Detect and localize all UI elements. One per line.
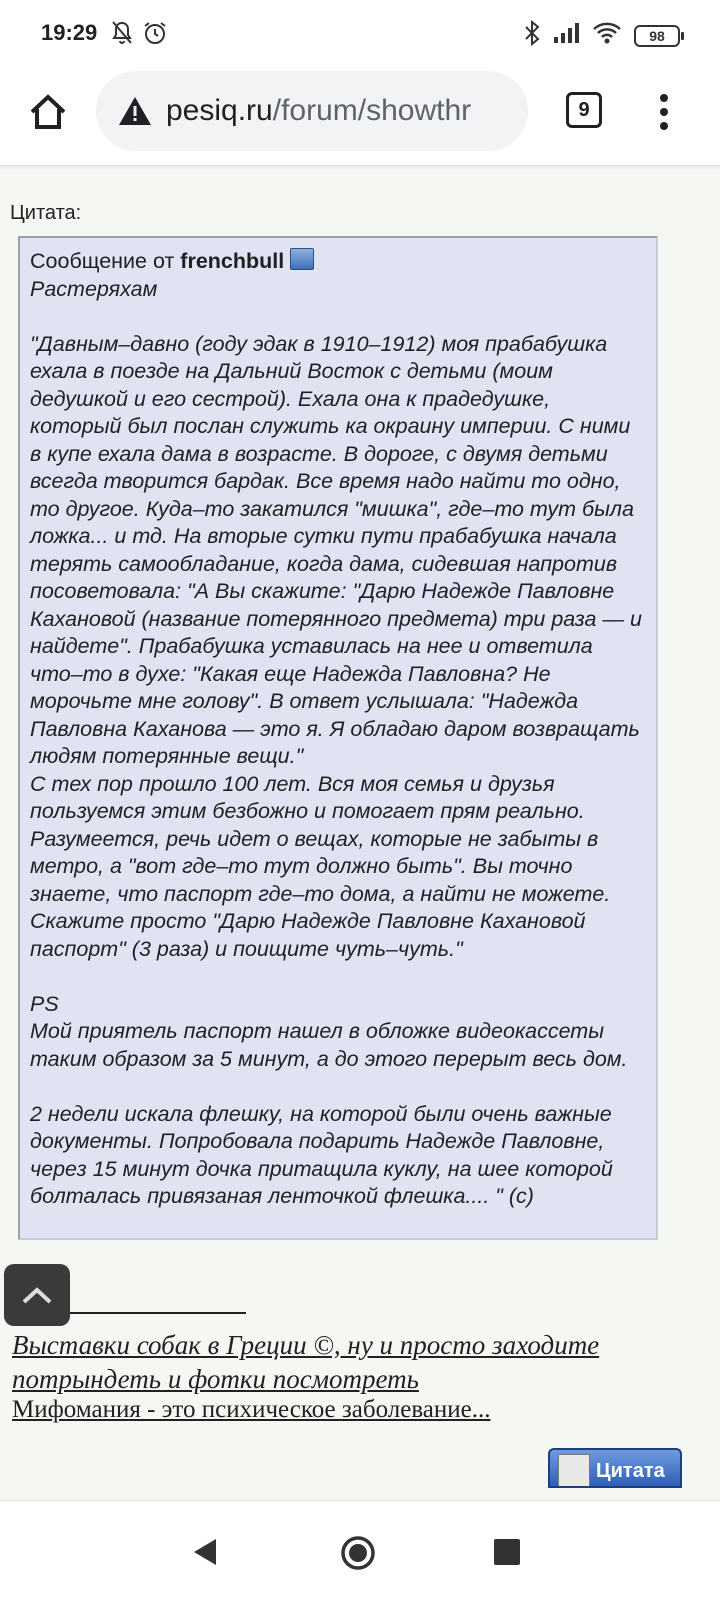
chevron-up-icon	[4, 1264, 70, 1326]
quote-author: frenchbull	[180, 249, 285, 273]
signature-divider	[70, 1312, 246, 1314]
quote-body: Растеряхам "Давным–давно (году эдак в 1910–1912) моя прабабушка ехала в поезде на Дальний Восток с детьми (моим дедушкой и его сестрой). Ехала она к прадедушке, который был послан служить ка окраину империи. С ними в купе ехала дама в возрасте. В дороге, с двумя детьми всегда творится бардак. Все время надо найти то одно, то другое. Куда–то закатился "мишка", где–то тут была ложка... и тд. На вторые сутки пути прабабушка начала терять самообладание, когда дама, сидевшая напротив посоветовала: "А Вы скажите: "Дарю Надежде Павловне Кахановой (название потерянного предмета) три раза — и найдете". Прабабушка уставилась на нее и ответила что–то в духе: "Какая еще Надежда Павловна? Не морочьте мне голову". В ответ услышала: "Надежда Павловна Каханова — это я. Я обладаю даром возвращать людям потерянные вещи." С тех пор прошло 100 лет. Вся моя семья и друзья пользуемся этим безбожно и помогает прям реально. Разумеется, речь идет о вещах, которые не забыты в метро, а "вот где–то тут должно быть". Вы точно знаете, что паспорт где–то дома, а найти не можете. Скажите просто "Дарю Надежде Павловне Кахановой паспорт" (3 раза) и поищите чуть–чуть." PS Мой приятель паспорт нашел в обложке видеокассеты таким образом за 5 минут, а до этого перерыт весь дом. 2 недели искала флешку, на которой были очень важные документы. Попробовала подарить Надежде Павловне, через 15 минут дочка притащила куклу, на шее которой болталась привязаная ленточкой флешка.... " (с)	[30, 276, 642, 1208]
bluetooth-icon	[524, 20, 540, 51]
signature-link-mythomania[interactable]: Мифомания - это психическое заболевание...	[12, 1396, 491, 1423]
wifi-icon	[592, 21, 622, 50]
url-host: pesiq.ru	[166, 94, 273, 127]
address-bar[interactable]	[96, 71, 528, 151]
page-content	[0, 166, 720, 1500]
quote-from-prefix: Сообщение от	[30, 249, 175, 273]
url-path: /forum/showthr	[272, 94, 472, 127]
quote-box	[18, 236, 658, 1240]
recent-apps-icon[interactable]	[494, 1539, 520, 1565]
tab-switcher-button[interactable]: 9	[566, 92, 602, 128]
back-icon[interactable]	[192, 1537, 218, 1572]
battery-icon: 98	[634, 25, 680, 47]
status-time: 19:29	[41, 20, 98, 45]
quote-button[interactable]	[548, 1448, 682, 1488]
quote-header	[30, 248, 646, 276]
quote-label: Цитата:	[10, 202, 82, 224]
warning-icon[interactable]	[118, 96, 152, 126]
browser-toolbar	[0, 70, 720, 166]
signature-link[interactable]: Выставки собак в Греции ©, ну и просто заходите потрындеть и фотки посмотреть	[12, 1330, 600, 1394]
quote-document-icon	[558, 1454, 590, 1488]
mute-icon	[110, 20, 134, 51]
view-post-icon[interactable]	[290, 248, 314, 270]
home-icon[interactable]	[26, 90, 70, 134]
quote-button-label: Цитата	[596, 1460, 665, 1482]
signal-icon	[552, 21, 580, 50]
home-nav-icon[interactable]	[340, 1535, 376, 1576]
system-nav-bar	[0, 1500, 720, 1600]
alarm-icon	[142, 20, 168, 51]
url-text[interactable]	[166, 94, 471, 128]
status-bar	[0, 0, 720, 70]
more-menu-icon[interactable]	[650, 92, 678, 132]
scroll-to-top-button[interactable]	[4, 1264, 70, 1326]
